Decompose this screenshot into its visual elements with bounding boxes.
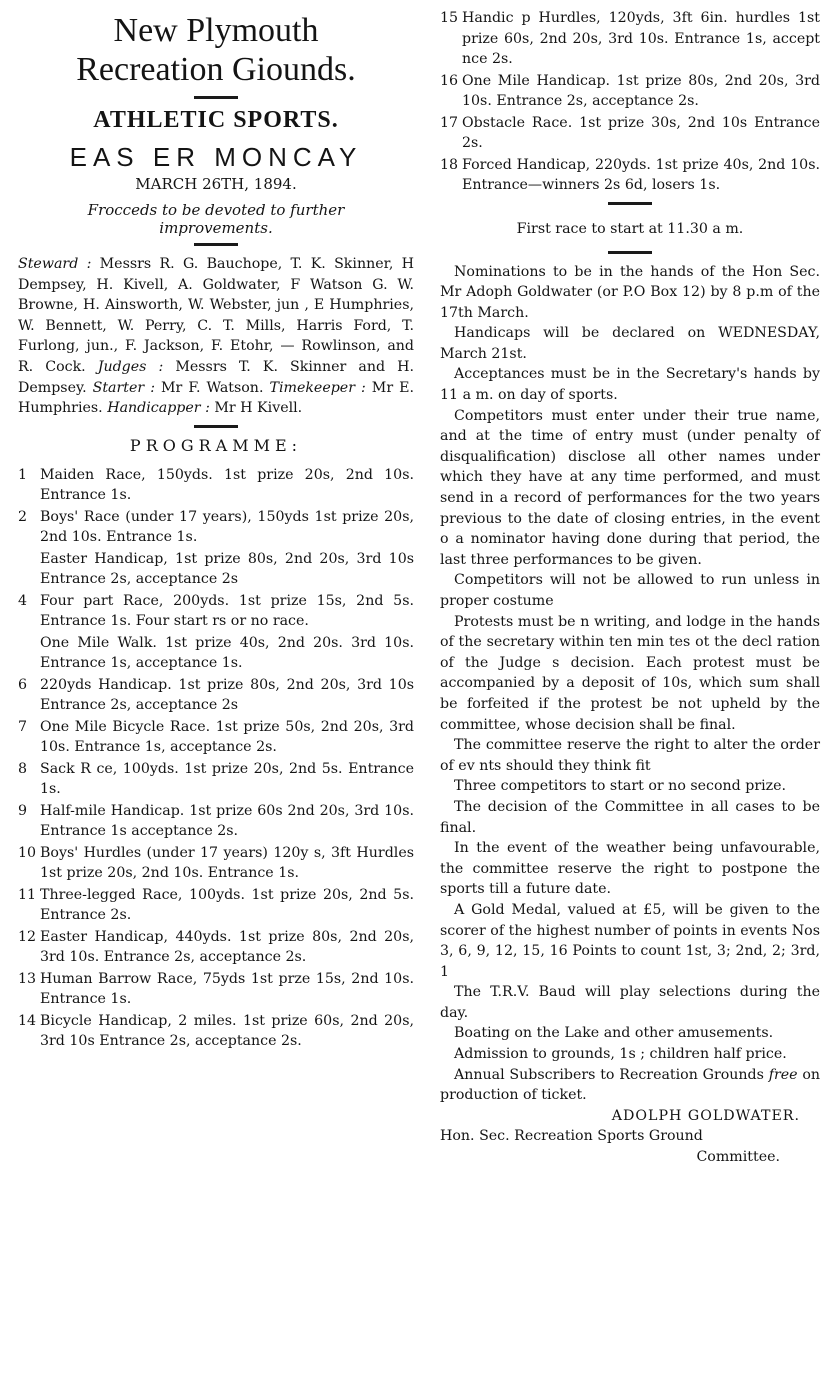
left-column — [18, 0, 414, 1053]
item-text: Easter Handicap, 1st prize 80s, 2nd 20s, 3rd 10s Entrance 2s, acceptance 2s — [40, 550, 414, 588]
notice-paragraph: Nominations to be in the hands of the Hon Sec. Mr Adoph Goldwater (or P.O Box 12) by 8 p.m of the 17th March. — [440, 263, 820, 321]
handicapper-text: Mr H Kivell. — [214, 400, 303, 417]
programme-item — [440, 8, 820, 70]
programme-item — [18, 759, 414, 800]
programme-item — [18, 885, 414, 926]
item-number: 7 — [18, 718, 28, 735]
item-number: 15 — [440, 10, 459, 26]
first-race-notice: First race to start at 11.30 a m. — [516, 220, 744, 237]
judges-text: Messrs T. K. Skinner and H. Dempsey. — [18, 358, 414, 396]
item-number: 16 — [440, 72, 459, 89]
subscribers-pre: Annual Subscribers to Recreation Grounds — [454, 1066, 764, 1083]
judges-label: Judges : — [97, 358, 164, 375]
item-text: Handic p Hurdles, 120yds, 3ft 6in. hurdles 1st prize 60s, 2nd 20s, 3rd 10s. Entrance 1s, accept nce 2s. — [462, 10, 820, 67]
title-line-1: New Plymouth — [113, 12, 319, 49]
signature-committee: Committee. — [696, 1149, 780, 1166]
item-text: Human Barrow Race, 75yds 1st prze 15s, 2nd 10s. Entrance 1s. — [40, 970, 414, 1008]
notice-paragraph: The committee reserve the right to alter the order of ev nts should they think fit — [440, 737, 820, 774]
item-text: One Mile Walk. 1st prize 40s, 2nd 20s. 3rd 10s. Entrance 1s, acceptance 1s. — [40, 634, 414, 672]
subscribers-paragraph — [440, 1065, 820, 1106]
item-number: 9 — [18, 802, 28, 819]
item-text: Forced Handicap, 220yds. 1st prize 40s, 2nd 10s. Entrance—winners 2s 6d, losers 1s. — [462, 156, 820, 193]
item-text: 220yds Handicap. 1st prize 80s, 2nd 20s, 3rd 10s Entrance 2s, acceptance 2s — [40, 676, 414, 714]
notice-paragraph: Handicaps will be declared on WEDNESDAY, March 21st. — [440, 325, 820, 362]
item-text: Four part Race, 200yds. 1st prize 15s, 2nd 5s. Entrance 1s. Four start rs or no race. — [40, 592, 414, 630]
item-text: One Mile Bicycle Race. 1st prize 50s, 2nd 20s, 3rd 10s. Entrance 1s, acceptance 2s. — [40, 718, 414, 756]
stewards-text: Messrs R. G. Bauchope, T. K. Skinner, H Dempsey, H. Kivell, A. Goldwater, F Watson G. W. Browne, H. Ainsworth, W. Webster, jun , E Humphries, W. Bennett, W. Perry, C. T. Mills, Harris Ford, T. Furlong, jun., F. Jackson, F. Etohr, — Rowlinson, and R. Cock. — [18, 256, 415, 375]
notices-block — [440, 262, 820, 1106]
notice-paragraph: Competitors must enter under their true name, and at the time of entry must (under penalty of disqualification) disclose all other names under which they have at any time performed, and must send in a record of performances for the two years previous to the date of closing entries, in the event o a nominator having done during that period, the last three performances to be given. — [440, 407, 820, 568]
divider-rule — [608, 202, 652, 205]
divider-rule — [194, 243, 238, 246]
divider-rule — [194, 96, 238, 99]
starter-label: Starter : — [92, 379, 155, 396]
notice-paragraph: In the event of the weather being unfavourable, the committee reserve the right to postpone the sports till a future date. — [440, 840, 820, 898]
signature-title: Hon. Sec. Recreation Sports Ground — [440, 1128, 703, 1145]
programme-item — [440, 113, 820, 154]
divider-rule — [194, 425, 238, 428]
notice-paragraph: Three competitors to start or no second prize. — [454, 778, 787, 795]
event-date: MARCH 26TH, 1894. — [135, 175, 297, 193]
programme-heading: PROGRAMME: — [129, 435, 303, 455]
item-text: Sack R ce, 100yds. 1st prize 20s, 2nd 5s. Entrance 1s. — [40, 760, 414, 798]
item-number: 17 — [440, 114, 459, 131]
proceeds-note: Frocceds to be devoted to further improvements. — [87, 201, 345, 237]
notice-paragraph: Protests must be n writing, and lodge in the hands of the secretary within ten min tes ot the decl ration of the Judge s decision. Each protest must be accompanied by a deposit of 10s, which sum shall be forfeited if the protest be not upheld by the committee, whose decision shall be final. — [440, 613, 820, 733]
programme-item — [18, 1011, 414, 1052]
day-heading: EAS ER MONCAY — [69, 142, 363, 172]
item-number: 14 — [18, 1012, 37, 1029]
item-text: Obstacle Race. 1st prize 30s, 2nd 10s Entrance 2s. — [462, 114, 820, 151]
item-text: Maiden Race, 150yds. 1st prize 20s, 2nd 10s. Entrance 1s. — [40, 466, 414, 504]
subscribers-free: free — [768, 1066, 798, 1083]
programme-item — [18, 843, 414, 884]
item-number: 2 — [18, 508, 28, 525]
notice-paragraph: The decision of the Committee in all cases to be final. — [440, 798, 820, 836]
programme-item — [18, 717, 414, 758]
programme-list-left — [18, 465, 414, 1052]
item-number — [18, 633, 40, 674]
starter-text: Mr F. Watson. — [161, 379, 264, 396]
item-text: Boys' Race (under 17 years), 150yds 1st prize 20s, 2nd 10s. Entrance 1s. — [40, 508, 414, 546]
notice-paragraph: Boating on the Lake and other amusements. — [454, 1025, 774, 1042]
item-text: Three-legged Race, 100yds. 1st prize 20s, 2nd 5s. Entrance 2s. — [40, 886, 414, 924]
programme-item — [440, 155, 820, 196]
item-text: Easter Handicap, 440yds. 1st prize 80s, 2nd 20s, 3rd 10s. Entrance 2s, acceptance 2s. — [40, 928, 414, 966]
item-text: Bicycle Handicap, 2 miles. 1st prize 60s, 2nd 20s, 3rd 10s Entrance 2s, acceptance 2s. — [40, 1012, 414, 1050]
subscribers-post: on production of ticket. — [440, 1066, 820, 1104]
item-number: 13 — [18, 970, 37, 987]
notice-paragraph: Acceptances must be in the Secretary's hands by 11 a m. on day of sports. — [440, 366, 820, 404]
item-number: 6 — [18, 676, 28, 693]
notice-paragraph: Admission to grounds, 1s ; children half price. — [454, 1046, 787, 1063]
programme-item — [18, 675, 414, 716]
item-number — [18, 549, 40, 590]
item-number: 18 — [440, 156, 459, 173]
timekeeper-label: Timekeeper : — [269, 379, 366, 396]
timekeeper-text: Mr E. Humphries. — [18, 379, 414, 417]
item-number: 8 — [18, 760, 28, 777]
right-column — [440, 0, 820, 1168]
programme-item — [18, 591, 414, 632]
programme-item — [18, 549, 414, 590]
programme-item — [18, 927, 414, 968]
item-number: 11 — [18, 886, 37, 903]
item-number: 1 — [18, 466, 28, 483]
title-line-2: Recreation Giounds. — [76, 51, 356, 88]
item-number: 4 — [18, 592, 28, 609]
sports-heading: ATHLETIC SPORTS. — [93, 107, 339, 133]
programme-item — [18, 633, 414, 674]
officials-paragraph — [18, 254, 414, 419]
programme-item — [440, 71, 820, 112]
item-number: 10 — [18, 844, 37, 861]
notice-paragraph: Competitors will not be allowed to run unless in proper costume — [440, 572, 820, 609]
stewards-label: Steward : — [18, 256, 92, 272]
programme-item — [18, 465, 414, 506]
notice-paragraph: A Gold Medal, valued at £5, will be given to the scorer of the highest number of points in events Nos 3, 6, 9, 12, 15, 16 Points to count 1st, 3; 2nd, 2; 3rd, 1 — [440, 901, 820, 980]
item-text: Half-mile Handicap. 1st prize 60s 2nd 20s, 3rd 10s. Entrance 1s acceptance 2s. — [40, 802, 414, 840]
programme-item — [18, 801, 414, 842]
item-text: One Mile Handicap. 1st prize 80s, 2nd 20s, 3rd 10s. Entrance 2s, acceptance 2s. — [462, 72, 820, 109]
programme-list-right — [440, 8, 820, 196]
divider-rule — [608, 251, 652, 254]
signature-name: ADOLPH GOLDWATER. — [611, 1107, 800, 1124]
programme-item — [18, 969, 414, 1010]
notice-paragraph: The T.R.V. Baud will play selections during the day. — [440, 984, 820, 1021]
handicapper-label: Handicapper : — [107, 400, 210, 417]
item-text: Boys' Hurdles (under 17 years) 120y s, 3ft Hurdles 1st prize 20s, 2nd 10s. Entrance 1s. — [40, 844, 414, 882]
item-number: 12 — [18, 928, 37, 945]
programme-item — [18, 507, 414, 548]
